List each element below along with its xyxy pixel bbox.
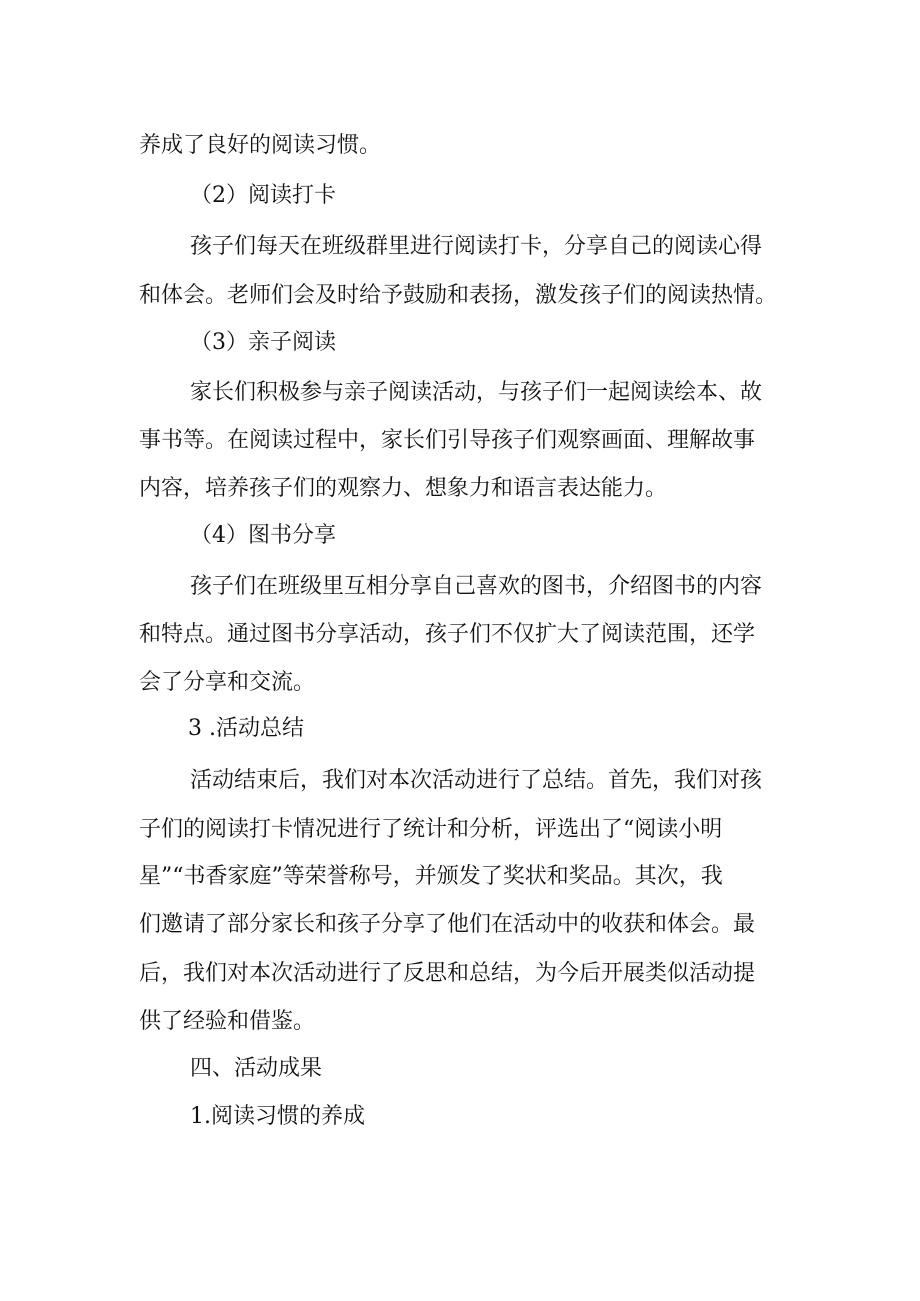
body-text-line: 活动结束后，我们对本次活动进行了总结。首先，我们对孩 xyxy=(190,768,763,793)
body-text-line: 孩子们在班级里互相分享自己喜欢的图书，介绍图书的内容 xyxy=(190,574,763,599)
body-text-line: 家长们积极参与亲子阅读活动，与孩子们一起阅读绘本、故 xyxy=(190,380,763,405)
body-text-line: 内容，培养孩子们的观察力、想象力和语言表达能力。 xyxy=(139,476,668,501)
body-text-line: 养成了良好的阅读习惯。 xyxy=(139,133,382,158)
body-text-line: 星”“书香家庭”等荣誉称号，并颁发了奖状和奖品。其次，我 xyxy=(139,864,723,889)
subheading-activity-summary: 3 .活动总结 xyxy=(188,716,304,741)
body-text-line: 事书等。在阅读过程中，家长们引导孩子们观察画面、理解故事 xyxy=(139,428,756,453)
body-text-line: 们邀请了部分家长和孩子分享了他们在活动中的收获和体会。最 xyxy=(139,912,756,937)
body-text-line: 后，我们对本次活动进行了反思和总结，为今后开展类似活动提 xyxy=(139,961,756,986)
body-text-line: 供了经验和借鉴。 xyxy=(139,1009,316,1034)
body-text-line: 会了分享和交流。 xyxy=(139,670,316,695)
subheading-parent-child-reading: （3）亲子阅读 xyxy=(190,330,336,355)
body-text-line: 子们的阅读打卡情况进行了统计和分析，评选出了“阅读小明 xyxy=(139,817,723,842)
body-text-line: 和特点。通过图书分享活动，孩子们不仅扩大了阅读范围，还学 xyxy=(139,622,756,647)
section-heading-activity-results: 四、活动成果 xyxy=(190,1056,323,1081)
subheading-book-sharing: （4）图书分享 xyxy=(190,523,336,548)
subheading-reading-checkin: （2）阅读打卡 xyxy=(190,183,336,208)
subheading-reading-habit: 1.阅读习惯的养成 xyxy=(190,1104,365,1129)
body-text-line: 和体会。老师们会及时给予鼓励和表扬，激发孩子们的阅读热情。 xyxy=(139,283,778,308)
body-text-line: 孩子们每天在班级群里进行阅读打卡，分享自己的阅读心得 xyxy=(190,234,763,259)
